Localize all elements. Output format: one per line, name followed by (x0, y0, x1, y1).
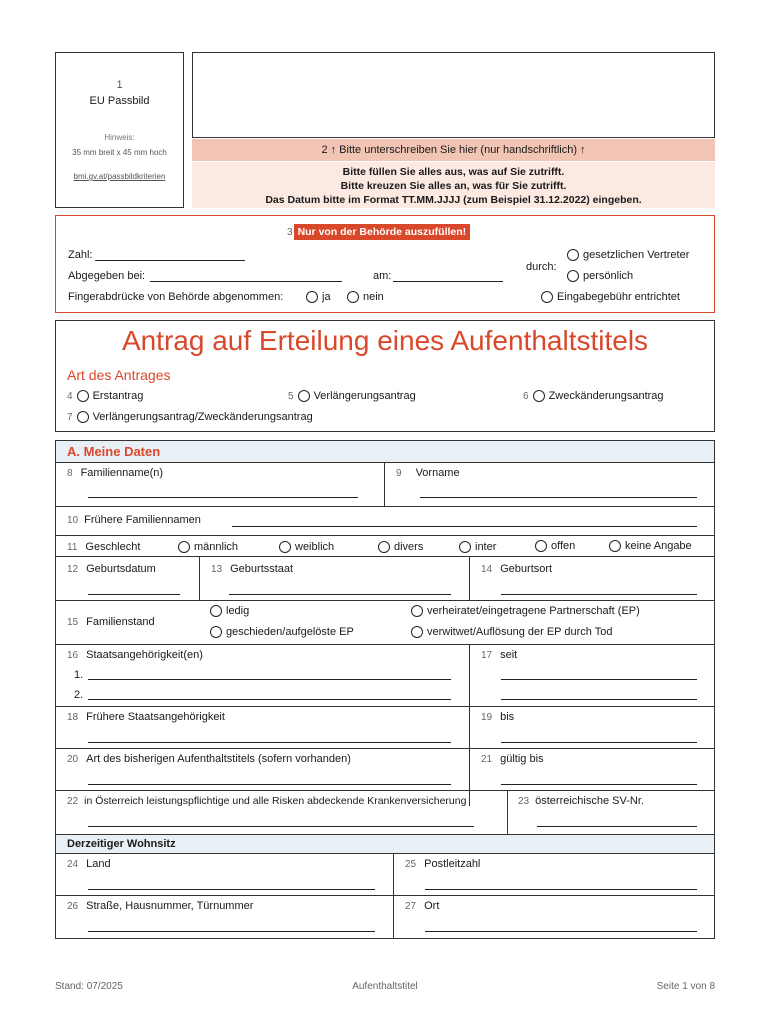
abgegeben-label: Abgegeben bei: (68, 270, 146, 282)
authority-number: 3 (287, 226, 293, 238)
application-type-subtitle: Art des Antrages (67, 367, 171, 383)
authority-title: Nur von der Behörde auszufüllen! (294, 224, 471, 240)
aufenthaltstitel-art-input[interactable] (88, 784, 451, 785)
durch-label: durch: (526, 261, 557, 273)
postleitzahl-label: 25 Postleitzahl (405, 858, 481, 870)
section-a-header (56, 441, 714, 463)
page-title: Antrag auf Erteilung eines Aufenthaltstitels (121, 325, 649, 356)
staatsangehoerigkeit-2-label: 2. (74, 689, 84, 701)
instruction-line-3: Das Datum bitte im Format TT.MM.JJJJ (zum Beispiel 31.12.2022) eingeben. (265, 194, 642, 206)
radio-icon (347, 291, 359, 303)
footer-stand: Stand: 07/2025 (55, 981, 123, 992)
gender-weiblich[interactable]: weiblich (279, 541, 334, 553)
seit-2-input[interactable] (501, 699, 697, 700)
signature-caption: 2 ↑ Bitte unterschreiben Sie hier (nur handschriftlich) ↑ (192, 139, 715, 161)
footer-page: Seite 1 von 8 (656, 981, 715, 992)
zahl-input[interactable] (95, 260, 245, 261)
fruehere-familiennamen-label: 10 Frühere Familiennamen (67, 514, 201, 526)
radio-icon (210, 626, 222, 638)
radio-icon (411, 605, 423, 617)
abgegeben-input[interactable] (150, 281, 342, 282)
krankenversicherung-label: 22 in Österreich leistungspflichtige und alle Risken abdeckende Krankenversicherung (67, 795, 467, 807)
gender-divers[interactable]: divers (378, 541, 423, 553)
gebuehr-checkbox[interactable]: Eingabegebühr entrichtet (541, 291, 680, 303)
photo-number: 1 (116, 79, 123, 91)
krankenversicherung-input[interactable] (88, 826, 474, 827)
radio-icon (77, 390, 89, 402)
vorname-input[interactable] (420, 497, 697, 498)
option-erstantrag[interactable]: 4 Erstantrag (67, 390, 144, 402)
footer-title: Aufenthaltstitel (352, 981, 418, 992)
postleitzahl-input[interactable] (425, 889, 697, 890)
gender-maennlich[interactable]: männlich (178, 541, 238, 553)
fingerprint-ja[interactable]: ja (306, 291, 331, 303)
radio-icon (567, 270, 579, 282)
geburtsort-label: 14 Geburtsort (481, 563, 553, 575)
fruehere-staatsangehoerigkeit-input[interactable] (88, 742, 451, 743)
radio-icon (533, 390, 545, 402)
staatsangehoerigkeit-1-label: 1. (74, 669, 84, 681)
fingerprint-nein[interactable]: nein (347, 291, 384, 303)
option-verlaengerung-zweck[interactable]: 7 Verlängerungsantrag/Zweckänderungsantrag (67, 411, 313, 423)
instruction-line-2: Bitte kreuzen Sie alles an, was für Sie zutrifft. (340, 180, 567, 192)
seit-1-input[interactable] (501, 679, 697, 680)
land-input[interactable] (88, 889, 375, 890)
photo-box (55, 52, 184, 208)
option-verlaengerung[interactable]: 5 Verlängerungsantrag (288, 390, 416, 402)
instruction-line-1: Bitte füllen Sie alles aus, was auf Sie zutrifft. (342, 166, 565, 178)
radio-icon (567, 249, 579, 261)
familienstand-label: 15 Familienstand (67, 616, 155, 628)
radio-icon (459, 541, 471, 553)
wohnsitz-header (56, 834, 714, 854)
sv-nr-label: 23 österreichische SV-Nr. (518, 795, 644, 807)
wohnsitz-title: Derzeitiger Wohnsitz (67, 838, 176, 850)
radio-icon (541, 291, 553, 303)
strasse-label: 26 Straße, Hausnummer, Türnummer (67, 900, 254, 912)
gueltig-bis-input[interactable] (501, 784, 697, 785)
radio-icon (535, 540, 547, 552)
staatsangehoerigkeit-label: 16 Staatsangehörigkeit(en) (67, 649, 203, 661)
authority-header (287, 224, 470, 240)
strasse-input[interactable] (88, 931, 375, 932)
instructions-box (192, 162, 715, 208)
familienname-label: 8 Familienname(n) (67, 467, 164, 479)
status-verheiratet[interactable]: verheiratet/eingetragene Partnerschaft (EP) (411, 605, 640, 617)
signature-field[interactable] (192, 52, 715, 138)
fruehere-familiennamen-input[interactable] (232, 526, 697, 527)
option-vertreter[interactable]: gesetzlichen Vertreter (567, 249, 689, 261)
status-geschieden[interactable]: geschieden/aufgelöste EP (210, 626, 354, 638)
sv-nr-input[interactable] (537, 826, 697, 827)
radio-icon (279, 541, 291, 553)
am-label: am: (373, 270, 392, 282)
option-zweckaenderung[interactable]: 6 Zweckänderungsantrag (523, 390, 664, 402)
geburtsdatum-label: 12 Geburtsdatum (67, 563, 156, 575)
gueltig-bis-label: 21 gültig bis (481, 753, 544, 765)
ort-label: 27 Ort (405, 900, 440, 912)
geburtsort-input[interactable] (501, 594, 697, 595)
zahl-label: Zahl: (68, 249, 93, 261)
radio-icon (306, 291, 318, 303)
geburtsstaat-label: 13 Geburtsstaat (211, 563, 294, 575)
land-label: 24 Land (67, 858, 111, 870)
radio-icon (210, 605, 222, 617)
ort-input[interactable] (425, 931, 697, 932)
section-a-title: A. Meine Daten (67, 444, 161, 459)
vorname-label: 9 Vorname (396, 467, 460, 479)
radio-icon (298, 390, 310, 402)
seit-label: 17 seit (481, 649, 518, 661)
staatsangehoerigkeit-2-input[interactable] (88, 699, 451, 700)
bis-input[interactable] (501, 742, 697, 743)
option-persoenlich[interactable]: persönlich (567, 270, 633, 282)
geburtsdatum-input[interactable] (88, 594, 180, 595)
aufenthaltstitel-art-label: 20 Art des bisherigen Aufenthaltstitels (sofern vorhanden) (67, 753, 351, 765)
radio-icon (411, 626, 423, 638)
gender-inter[interactable]: inter (459, 541, 496, 553)
status-ledig[interactable]: ledig (210, 605, 249, 617)
geschlecht-label: 11 Geschlecht (67, 541, 141, 553)
photo-hint-label: Hinweis: (104, 133, 135, 142)
bis-label: 19 bis (481, 711, 515, 723)
radio-icon (609, 540, 621, 552)
radio-icon (178, 541, 190, 553)
radio-icon (77, 411, 89, 423)
photo-hint-size: 35 mm breit x 45 mm hoch (72, 148, 167, 157)
photo-hint-link[interactable]: bmi.gv.at/passbildkriterien (73, 172, 166, 181)
gender-offen[interactable]: offen (535, 540, 575, 552)
status-verwitwet[interactable]: verwitwet/Auflösung der EP durch Tod (411, 626, 612, 638)
fruehere-staatsangehoerigkeit-label: 18 Frühere Staatsangehörigkeit (67, 711, 225, 723)
gender-keine-angabe[interactable]: keine Angabe (609, 540, 692, 552)
photo-title: EU Passbild (89, 95, 150, 107)
familienname-input[interactable] (88, 497, 358, 498)
am-input[interactable] (393, 281, 503, 282)
fingerprint-label: Fingerabdrücke von Behörde abgenommen: (68, 291, 284, 303)
staatsangehoerigkeit-1-input[interactable] (88, 679, 451, 680)
geburtsstaat-input[interactable] (229, 594, 451, 595)
radio-icon (378, 541, 390, 553)
